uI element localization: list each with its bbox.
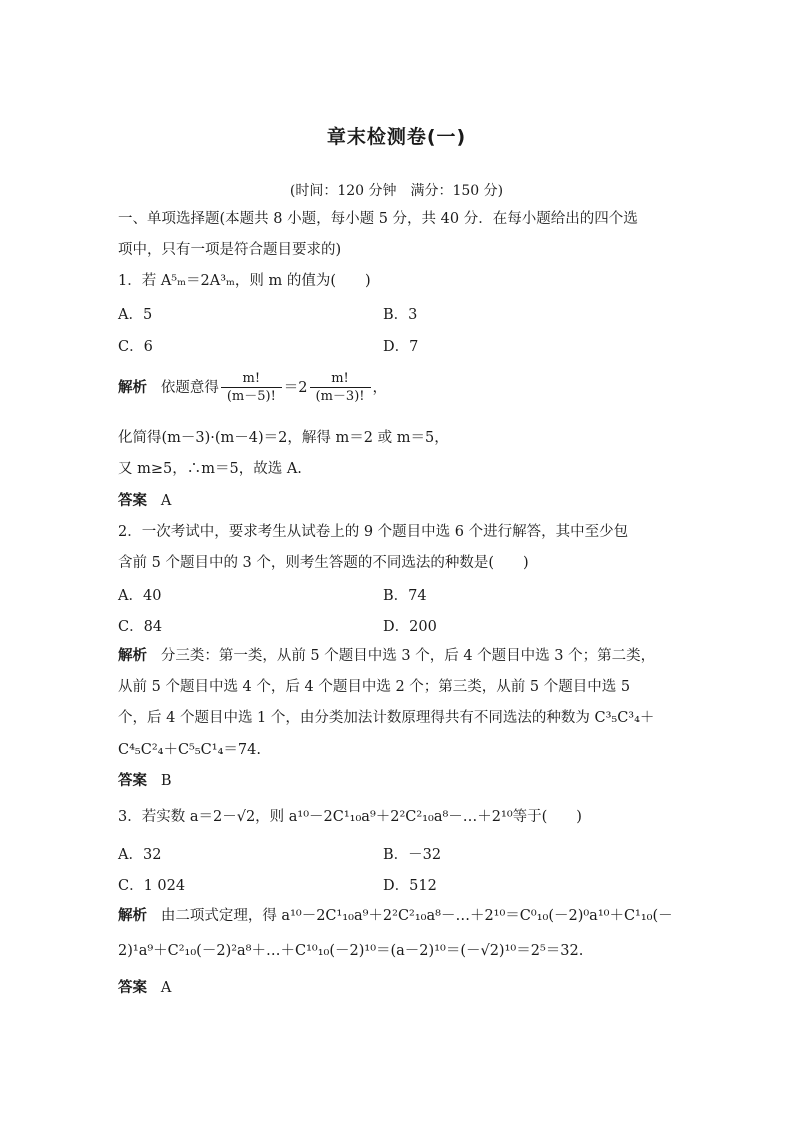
q1-comma: ， — [372, 380, 387, 396]
q1-fraction-2 — [310, 371, 371, 406]
q2-stem-line2: 含前 5 个题目中的 3 个，则考生答题的不同选法的种数是( ) — [118, 555, 529, 571]
q1-analysis-line2: 化简得(m－3)·(m－4)＝2，解得 m＝2 或 m＝5， — [118, 430, 449, 446]
q2-option-d: D．200 — [383, 619, 437, 635]
analysis-label: 解析 — [118, 908, 147, 924]
q1-stem: 1．若 A⁵ₘ＝2A³ₘ，则 m 的值为( ) — [118, 273, 371, 289]
q1-option-c: C．6 — [118, 339, 153, 355]
q1-analysis-prefix: 依题意得 — [160, 380, 219, 396]
q2-analysis-text1: 分三类：第一类，从前 5 个题目中选 3 个，后 4 个题目中选 3 个；第二类， — [160, 648, 656, 664]
q1-frac1-numerator: m! — [242, 370, 261, 386]
section-heading-line2: 项中，只有一项是符合题目要求的) — [118, 242, 342, 258]
q1-frac2-denominator: (m－3)! — [310, 387, 371, 406]
page-title: 章末检测卷(一) — [326, 126, 467, 148]
q2-analysis-line1 — [118, 646, 655, 666]
q1-option-b: B．3 — [383, 307, 418, 323]
q2-analysis-line4: C⁴₅C²₄＋C⁵₅C¹₄＝74. — [118, 742, 261, 758]
q1-fraction-1 — [221, 371, 282, 406]
q1-option-a: A．5 — [118, 307, 153, 323]
q3-stem: 3．若实数 a＝2－√2，则 a¹⁰－2C¹₁₀a⁹＋2²C²₁₀a⁸－…＋2¹⁰等于( ) — [118, 809, 582, 825]
q3-analysis-text1: 由二项式定理，得 a¹⁰－2C¹₁₀a⁹＋2²C²₁₀a⁸－…＋2¹⁰＝C⁰₁₀(－2)⁰a¹⁰＋C¹₁₀(－ — [160, 908, 673, 924]
q2-option-b: B．74 — [383, 588, 427, 604]
analysis-label: 解析 — [118, 648, 147, 664]
q3-option-b: B．－32 — [383, 847, 442, 863]
answer-label: 答案 — [118, 493, 147, 509]
q3-answer — [118, 978, 171, 998]
q2-option-a: A．40 — [118, 588, 162, 604]
section-heading-line1: 一、单项选择题(本题共 8 小题，每小题 5 分，共 40 分．在每小题给出的四个选 — [118, 211, 638, 227]
q3-option-d: D．512 — [383, 878, 437, 894]
answer-label: 答案 — [118, 980, 147, 996]
q1-frac2-numerator: m! — [331, 370, 349, 386]
q1-answer — [118, 491, 171, 511]
answer-label: 答案 — [118, 773, 147, 789]
q2-stem-line1: 2．一次考试中，要求考生从试卷上的 9 个题目中选 6 个进行解答，其中至少包 — [118, 524, 629, 540]
q1-option-d: D．7 — [383, 339, 419, 355]
q1-frac1-denominator: (m－5)! — [221, 387, 282, 406]
q1-analysis-line1 — [118, 366, 387, 410]
q2-option-c: C．84 — [118, 619, 163, 635]
analysis-label: 解析 — [118, 380, 147, 396]
q3-option-a: A．32 — [118, 847, 162, 863]
q2-answer-value: B — [160, 773, 172, 789]
q3-option-c: C．1 024 — [118, 878, 186, 894]
q2-answer — [118, 771, 171, 791]
q1-eq-mid: ＝2 — [283, 380, 308, 396]
q1-analysis-line3: 又 m≥5，∴m＝5，故选 A. — [118, 461, 302, 477]
q3-analysis-line1 — [118, 906, 673, 926]
q2-analysis-line2: 从前 5 个题目中选 4 个，后 4 个题目中选 2 个；第三类，从前 5 个题目中选 5 — [118, 679, 631, 695]
q1-answer-value: A — [160, 493, 172, 509]
q3-analysis-line2: 2)¹a⁹＋C²₁₀(－2)²a⁸＋…＋C¹⁰₁₀(－2)¹⁰＝(a－2)¹⁰＝(－√2)¹⁰＝2⁵＝32. — [118, 943, 584, 959]
exam-meta: (时间：120 分钟 满分：150 分) — [289, 183, 504, 199]
q2-analysis-line3: 个，后 4 个题目中选 1 个，由分类加法计数原理得共有不同选法的种数为 C³₅C³₄＋ — [118, 710, 655, 726]
q3-answer-value: A — [160, 980, 172, 996]
